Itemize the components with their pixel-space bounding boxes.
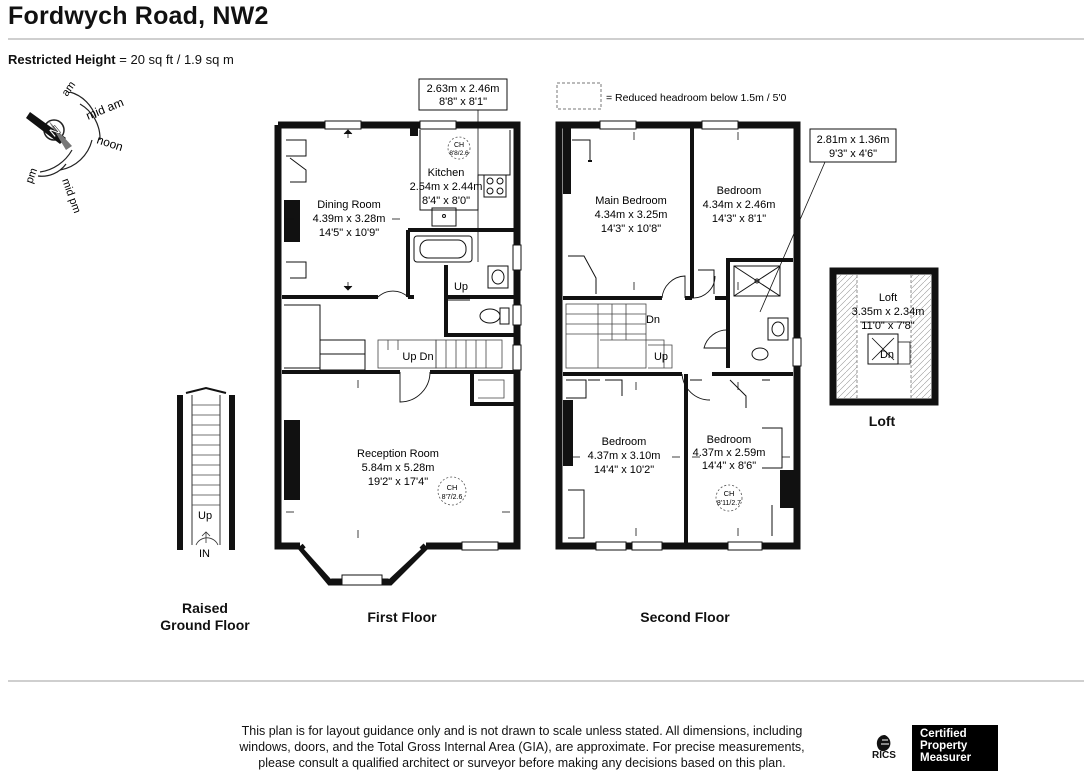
kitchen-metric: 2.54m x 2.44m [409,181,483,193]
reception-ch-label: CH [446,483,458,492]
second-bathroom-callout-metric: 2.81m x 1.36m [816,134,890,146]
reception-chimney-breast [284,420,300,500]
compass [24,79,126,215]
compass-time-noon: noon [95,132,125,155]
rear-left-bedroom-name: Bedroom [601,436,647,448]
certified-property-measurer-badge [912,725,998,771]
compass-time-am: am [59,79,79,99]
reception-room-metric: 5.84m x 5.28m [361,462,435,474]
raised-ground-floor-label-line1: Raised [182,600,228,616]
reception-room-name: Reception Room [357,448,439,460]
disclaimer-line-2: windows, doors, and the Total Gross Internal Area (GIA), are approximate. For precise measurements, [239,740,805,754]
dining-room-metric: 4.39m x 3.28m [312,213,386,225]
loft-metric: 3.35m x 2.34m [851,306,925,318]
badge-line-3: Measurer [920,752,972,764]
second-floor-label: Second Floor [640,609,730,625]
rear-right-bedroom-imperial: 14'4" x 8'6" [701,460,757,472]
second-floor-doors [662,276,728,400]
second-bathroom-callout-imperial: 9'3" x 4'6" [828,148,878,160]
wc [480,309,500,323]
loft-reduced-headroom-left [837,275,857,398]
compass-time-pm: pm [23,166,41,186]
raised-ground-floor-label-line2: Ground Floor [160,617,250,633]
raised-ground-floor-label [150,600,260,634]
badge-line-1: Certified [920,728,967,740]
main-bedroom-metric: 4.34m x 3.25m [594,209,668,221]
first-floor-label: First Floor [367,609,437,625]
second-floor-windows [593,121,801,550]
bedroom-ch-value: 8'11/2.7 [716,500,742,507]
rear-bedroom-chimney [563,400,573,466]
second-floor-bathroom [734,266,788,360]
rics-wordmark: RICS [872,750,896,761]
rics-lion-icon [877,735,891,751]
reception-room-imperial: 19'2" x 17'4" [367,476,429,488]
loft-dn-label: Dn [879,349,895,361]
loft-floor-label: Loft [868,413,896,429]
footer-divider [8,680,1084,682]
first-floor-plan [278,79,521,585]
bathroom-basin [488,266,508,288]
page-title: Fordwych Road, NW2 [8,2,269,30]
first-floor-bathroom [414,236,509,324]
front-bedroom-imperial: 14'3" x 8'1" [711,213,767,225]
kitchen-name: Kitchen [427,167,465,179]
main-bedroom-name: Main Bedroom [595,195,667,207]
hob [484,175,506,197]
main-bedroom-imperial: 14'3" x 10'8" [600,223,662,235]
disclaimer-line-1: This plan is for layout guidance only and is not drawn to scale unless stated. All dimensions, including [241,724,803,738]
restricted-height-label: Restricted Height [8,52,116,67]
second-floor-stair-up-label: Up [653,351,669,363]
first-bathroom-callout-imperial: 8'8" x 8'1" [438,96,488,108]
rear-right-bedroom-name: Bedroom [706,434,752,446]
bedroom-ch-label: CH [723,489,735,498]
second-wc [752,348,768,360]
rear-right-chimney [780,470,794,508]
rear-left-bedroom-metric: 4.37m x 3.10m [587,450,661,462]
main-bedroom-chimney [563,128,571,194]
loft-imperial: 11'0" x 7'8" [861,320,915,332]
compass-time-mid-pm: mid pm [59,176,83,215]
rear-right-bedroom-metric: 4.37m x 2.59m [692,447,766,459]
compass-time-mid-am: mid am [83,95,126,123]
first-floor-cupboards [284,140,365,370]
second-floor-stair-dn-label: Dn [645,314,661,326]
second-floor-room-labels [588,185,776,476]
entry-label: IN [199,548,210,560]
loft-plan [833,271,935,402]
badge-line-2: Property [920,740,968,752]
front-bedroom-name: Bedroom [716,185,762,197]
kitchen-imperial: 8'4" x 8'0" [421,195,471,207]
compass-north-label: N [46,122,64,141]
second-bathroom-basin [768,318,788,340]
reduced-headroom-legend-swatch [557,83,601,109]
first-floor-updn-label: Up Dn [402,351,434,363]
reception-ch-value: 8'7/2.6 [441,494,463,501]
disclaimer-line-3: please consult a qualified architect or surveyor before making any decisions based on this plan. [258,756,786,770]
restricted-height-value: = 20 sq ft / 1.9 sq m [119,52,234,67]
kitchen-stair-up-label: Up [453,281,469,293]
bay-window [342,575,382,585]
ground-stair-treads [192,405,220,505]
reduced-headroom-legend-text: = Reduced headroom below 1.5m / 5'0 [606,92,787,104]
first-floor-room-labels [313,167,483,488]
first-bathroom-callout-metric: 2.63m x 2.46m [426,83,500,95]
dining-room-imperial: 14'5" x 10'9" [318,227,380,239]
disclaimer [222,723,822,771]
dining-chimney-breast [284,200,300,242]
first-floor-stairs [378,340,504,398]
rear-left-bedroom-imperial: 14'4" x 10'2" [593,464,655,476]
loft-reduced-headroom-right [911,275,931,398]
kitchen-ch-value: 8'8/2.6 [449,150,469,157]
ground-stair-up-label: Up [198,510,213,522]
raised-ground-floor-plan [180,388,232,560]
dining-room-name: Dining Room [317,199,381,211]
loft-room-name: Loft [878,292,898,304]
front-bedroom-metric: 4.34m x 2.46m [702,199,776,211]
kitchen-ch-label: CH [453,142,465,149]
